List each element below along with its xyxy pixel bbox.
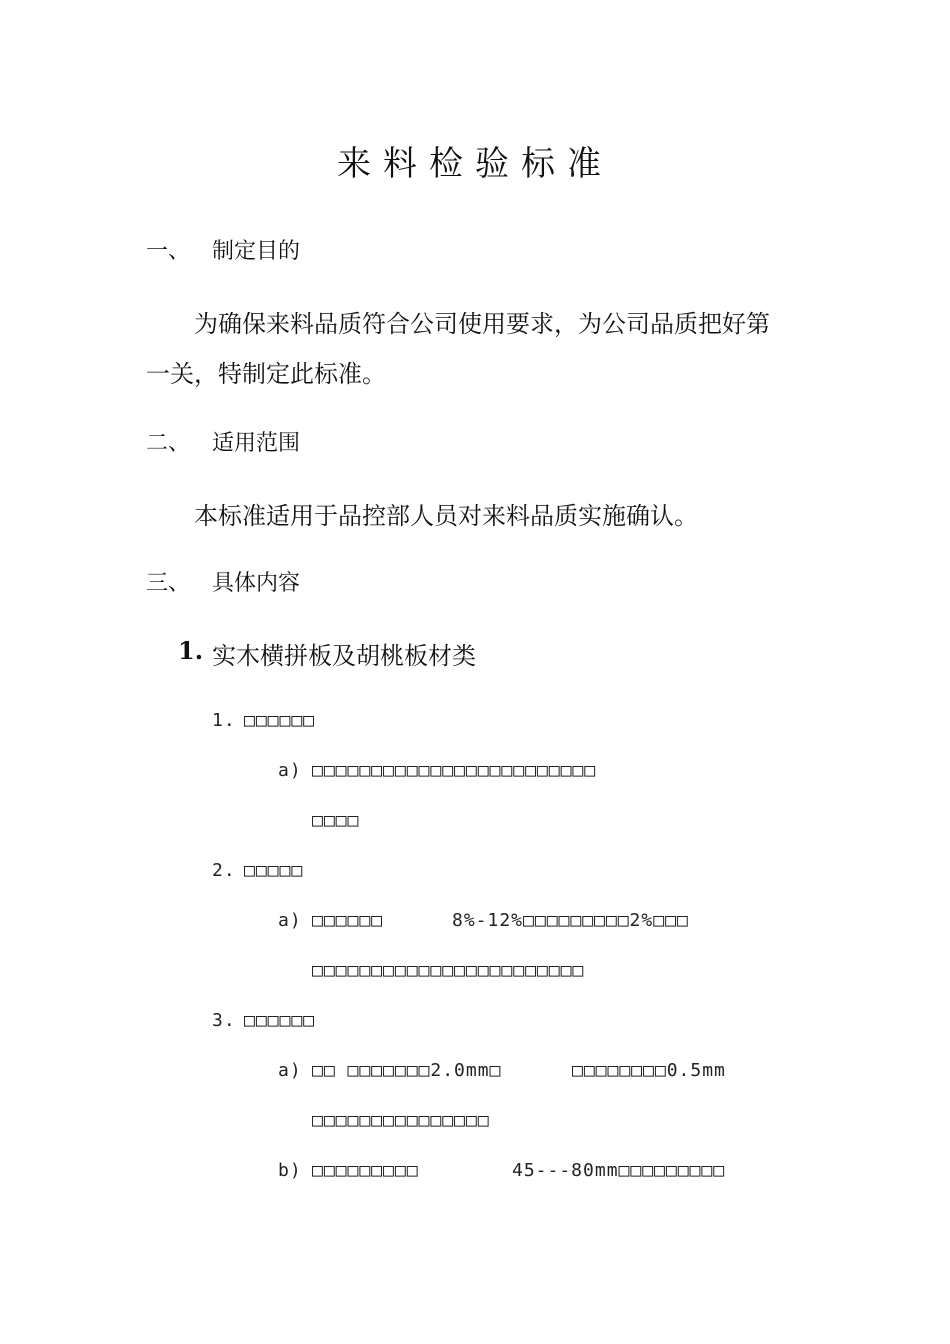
subsection-number: 1. [178, 636, 204, 665]
item-text: □□□□ [312, 810, 360, 831]
item-number: a) [278, 760, 302, 781]
item-number: a) [278, 910, 302, 931]
item-number: 1. [212, 710, 236, 731]
item-number: 3. [212, 1010, 236, 1031]
section-number: 二、 [146, 431, 191, 456]
section-number: 一、 [146, 239, 191, 264]
item-text: □□□□□□□□0.5mm [572, 1060, 726, 1081]
item-label: □□□□□ [244, 860, 304, 881]
item-text: □□ □□□□□□□2.0mm□ [312, 1060, 502, 1081]
item-label: □□□□□□ [244, 1010, 316, 1031]
section-heading: 具体内容 [212, 571, 301, 596]
section-heading: 制定目的 [212, 239, 301, 264]
item-text: 45---80mm□□□□□□□□□ [512, 1160, 726, 1181]
item-text: □□□□□□□□□□□□□□□ [312, 1110, 490, 1131]
item-number: b) [278, 1160, 302, 1181]
item-number: 2. [212, 860, 236, 881]
item-number: a) [278, 1060, 302, 1081]
paragraph-line: 为确保来料品质符合公司使用要求，为公司品质把好第 [194, 310, 770, 338]
item-text: 8%-12%□□□□□□□□□2%□□□ [452, 910, 689, 931]
item-text: □□□□□□□□□□□□□□□□□□□□□□□□ [312, 760, 597, 781]
section-heading: 适用范围 [212, 431, 301, 456]
item-text: □□□□□□□□□ [312, 1160, 419, 1181]
section-number: 三、 [146, 571, 191, 596]
paragraph-line: 一关，特制定此标准。 [146, 360, 386, 388]
paragraph-line: 本标准适用于品控部人员对来料品质实施确认。 [194, 502, 698, 530]
item-text: □□□□□□□□□□□□□□□□□□□□□□□ [312, 960, 585, 981]
item-label: □□□□□□ [244, 710, 316, 731]
document-title: 来料检验标准 [337, 144, 613, 184]
subsection-label: 实木横拼板及胡桃板材类 [212, 642, 476, 670]
item-text: □□□□□□ [312, 910, 384, 931]
